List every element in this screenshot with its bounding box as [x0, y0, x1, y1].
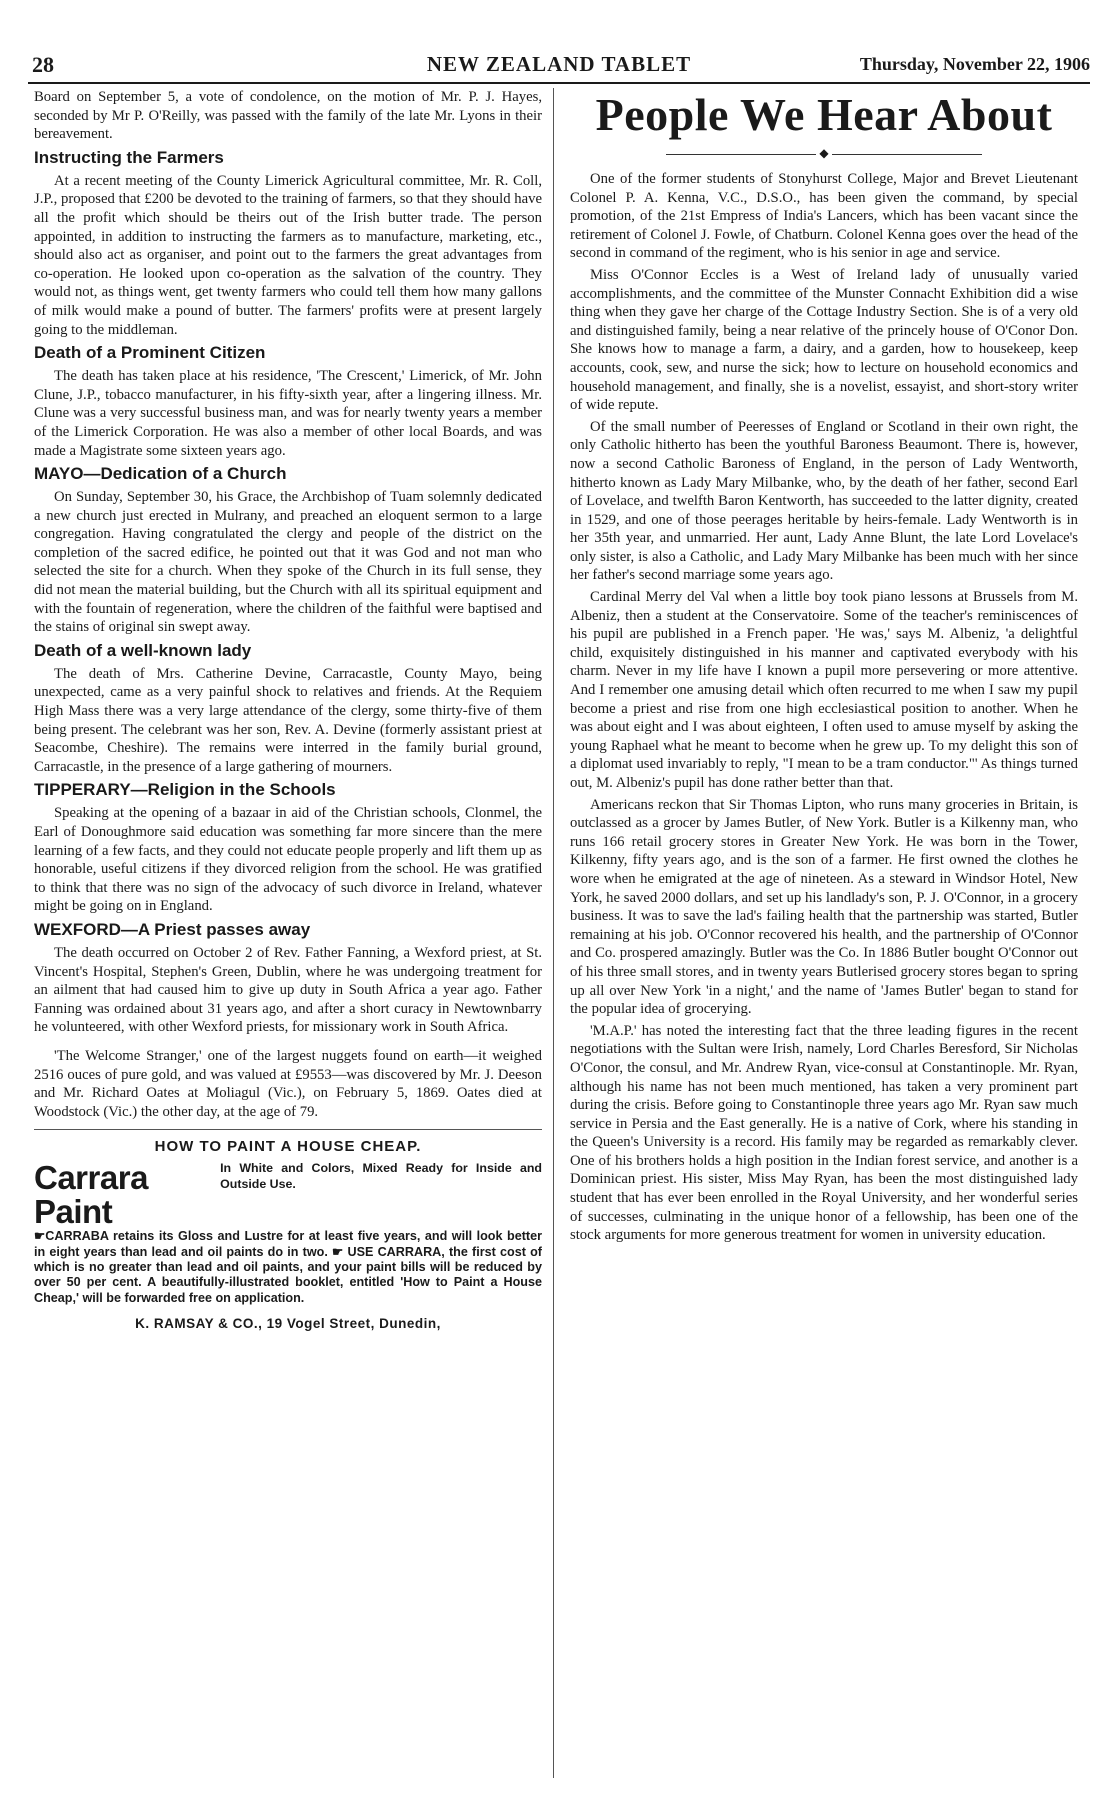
- section-heading: TIPPERARY—Religion in the Schools: [34, 780, 336, 800]
- article-paragraph: 'M.A.P.' has noted the interesting fact that the three leading figures in the recent negotiations with the Sultan were Irish, namely, Lord Charles Beresford, Sir Nicholas O'Conor, the consul, and Mr. Andrew Ryan, vice-consul at Constantinople. Mr. Ryan, although his name has not been much mentioned, has taken a very prominent part during the crisis. Before going to Constantinople three years ago Mr. Ryan saw much service in Persia and the East generally. He is a native of Cork, where his standing in the Queen's University is a record. His family may be regarded as remarkably clever. One of his brothers holds a high position in the Indian forest service, and another is a Dominican priest. His sister, Miss May Ryan, has been the most distinguished lady student that has ever been enrolled in the Royal University, and her wonderful series of successes, culminating in the unique honor of a fellowship, has been one of the stock arguments for more generous treatment for women in university education.: [570, 1022, 1078, 1244]
- page-header: [28, 52, 1090, 80]
- article-paragraph: The death has taken place at his residence, 'The Crescent,' Limerick, of Mr. John Clune, J.P., tobacco manufacturer, in his fifty-sixth year, after a lingering illness. Mr. Clune was a very successful business man, and was for nearly twenty years a member of the Limerick Corporation. He was also a member of other local Boards, and was made a Magistrate some sixteen years ago.: [34, 368, 542, 459]
- header-rule: [28, 82, 1090, 84]
- nugget-paragraph: 'The Welcome Stranger,' one of the largest nuggets found on earth—it weighed 2516 ouces of pure gold, and was valued at £9553—was discovered by Mr. J. Deeson and Mr. Richard Oates at Moliagul (Vic.), on February 5, 1869. Oates died at Woodstock (Vic.) the other day, at the age of 79.: [34, 1047, 542, 1120]
- article-paragraph: Americans reckon that Sir Thomas Lipton, who runs many groceries in Britain, is outclassed as a grocer by James Butler, of New York. Butler is a Kilkenny man, who runs 166 retail grocery stores in Greater New York. He was born in the Tower, Kilkenny, fifty years ago, and is the son of a farmer. He first owned the clothes he wore when he emigrated at the age of nineteen. As a steward in Windsor Hotel, New York, he saved 2000 dollars, and set up his landlady's son, P. J. O'Connor, in a grocery business. It was to save the lad's failing health that the partnership was started, Butler remaining at his job. O'Connor recovered his health, and the partnership of O'Connor and Co. prospered amazingly. Butler was the Co. In 1886 Butler bought O'Connor out of his three small stores, and in twenty years Butlerised grocery stores began to spring up all over New York 'in a night,' and the name of 'James Butler' began to stand for the popular idea of grocerying.: [570, 796, 1078, 1018]
- article-paragraph: The death occurred on October 2 of Rev. Father Fanning, a Wexford priest, at St. Vincent's Hospital, Stephen's Green, Dublin, where he was undergoing treatment for an ailment that had caused him to give up duty in South Africa a year ago. Father Fanning was ordained about 31 years ago, and after a short curacy in Newtownbarry he volunteered, with other Wexford priests, for missionary work in South Africa.: [34, 944, 542, 1036]
- ornament-rule: ◆: [570, 146, 1078, 160]
- article-paragraph: On Sunday, September 30, his Grace, the Archbishop of Tuam solemnly dedicated a new church just erected in Mulrany, and preached an eloquent sermon to a large congregation. Having congratulated the clergy and people of the district on the completion of the sacred edifice, he pointed out that it was God and not man who selected the site for a church. When they spoke of the Church in its full sense, they did not mean the material building, but the Church with all its spiritual equipment and with the fountain of regeneration, where the children of the faithful were baptised and the stains of original sin swept away.: [34, 489, 542, 636]
- ad-subline: In White and Colors, Mixed Ready for Inside and Outside Use.: [220, 1161, 542, 1191]
- article-paragraph: Speaking at the opening of a bazaar in aid of the Christian schools, Clonmel, the Earl of Donoughmore said education was something far more sincere than the mere learning of a few facts, and they could not educate people properly and lift them up as honorable, useful citizens if they divorced religion from the school. He was gratified to think that there was no sign of the advocacy of such divorce in Ireland, whatever might be going on in England.: [34, 805, 542, 915]
- column-title: People We Hear About: [595, 89, 1053, 140]
- page-number: 28: [32, 52, 54, 77]
- article-paragraph: Cardinal Merry del Val when a little boy took piano lessons at Brussels from M. Albeniz, then a student at the Conservatoire. Some of the teacher's reminiscences of his pupil are published in a French paper. 'He was,' says M. Albeniz, 'a delightful child, exquisitely distinguished in his manner and captivated everybody with his charm. Never in my life have I known a pupil more persevering or more attentive. And I remember one amusing detail which often recurred to me when I saw my pupil become a priest and rise from one high ecclesiastical position to another. When he was about eight and I was about eighteen, I often used to amuse myself by asking the young Raphael what he meant to become when he grew up. To my delight this son of a diplomat used invariably to reply, "I mean to be a tram conductor."' As things turned out, M. Albeniz's pupil has done rather better than that.: [570, 589, 1078, 791]
- section-heading: Death of a Prominent Citizen: [34, 343, 266, 363]
- section-heading: Death of a well-known lady: [34, 640, 252, 660]
- section-heading: MAYO—Dedication of a Church: [34, 464, 287, 484]
- article-paragraph: Miss O'Connor Eccles is a West of Ireland lady of unusually varied accomplishments, and the committee of the Munster Connacht Exhibition did a wise thing when they gave her charge of the Cottage Industry Section. She is of a very old and distinguished family, being a near relative of the princely house of O'Conor Don. She knows how to manage a farm, a dairy, and a garden, how to housekeep, keep accounts, cook, sew, and nurse the sick; how to lecture on household economics and household management, and finally, she is a novelist, essayist, and short-story writer of wide repute.: [570, 266, 1078, 414]
- issue-date: Thursday, November 22, 1906: [859, 54, 1090, 74]
- section-heading: Instructing the Farmers: [34, 147, 224, 167]
- masthead: NEW ZEALAND TABLET: [426, 52, 692, 76]
- article-paragraph: The death of Mrs. Catherine Devine, Carracastle, County Mayo, being unexpected, came as a very painful shock to relatives and friends. At the Requiem High Mass there was a very large attendance of the clergy, some thirty-five of them being present. The celebrant was her son, Rev. A. Devine (formerly assistant priest at Seacombe, Cheshire). The remains were interred in the family burial ground, Carracastle, in the presence of a large gathering of mourners.: [34, 665, 542, 775]
- ad-address: K. RAMSAY & CO., 19 Vogel Street, Dunedin,: [135, 1315, 441, 1331]
- ad-body: ☛CARRABA retains its Gloss and Lustre for at least five years, and will look better in eight years than lead and oil paints do in two. ☛ USE CARRARA, the first cost of which is no greater than lead and oil paints, and your paint bills will be reduced by over 50 per cent. A beautifully-illustrated booklet, entitled 'How to Paint a House Cheap,' will be forwarded free on application.: [34, 1229, 542, 1305]
- left-column: [34, 88, 542, 1331]
- ad-brand: Carrara Paint: [34, 1159, 148, 1231]
- right-column: [570, 88, 1078, 1248]
- ad-brand-row: [34, 1161, 542, 1229]
- carrara-paint-advertisement: [34, 1129, 542, 1330]
- section-heading: WEXFORD—A Priest passes away: [34, 919, 311, 939]
- intro-paragraph: Board on September 5, a vote of condolence, on the motion of Mr. P. J. Hayes, seconded by Mr P. O'Reilly, was passed with the family of the late Mr. Lyons in their bereavement.: [34, 89, 542, 143]
- article-paragraph: One of the former students of Stonyhurst College, Major and Brevet Lieutenant Colonel P. A. Kenna, V.C., D.S.O., has been given the command, by special promotion, of the 21st Empress of India's Lancers, which has been vacant since the retirement of Colonel J. Fowle, of Chatburn. Colonel Kenna goes over the head of the second in command of the regiment, who is his senior in age and service.: [570, 171, 1078, 262]
- article-paragraph: Of the small number of Peeresses of England or Scotland in their own right, the only Catholic hitherto has been the youthful Baroness Beaumont. There is, however, now a second Catholic Baroness of England, in the person of Lady Wentworth, hitherto known as Lady Mary Milbanke, who, by the death of her father, second Earl of Lovelace, and twelfth Baron Kentworth, has succeeded to the latter dignity, created in 1529, and one of those peerages heritable by heirs-female. Lady Wentworth is in her 35th year, and unmarried. Her aunt, Lady Anne Blunt, the late Lord Lovelace's only sister, is also a Catholic, and Lady Mary Milbanke has been much with her since her father's second marriage some years ago.: [570, 418, 1078, 584]
- ad-heading: HOW TO PAINT A HOUSE CHEAP.: [154, 1138, 422, 1156]
- article-paragraph: At a recent meeting of the County Limerick Agricultural committee, Mr. R. Coll, J.P., proposed that £200 be devoted to the training of farmers, so that they should have all the profit which should be theirs out of the Irish butter trade. The person appointed, in addition to instructing the farmers as to manufacture, marketing, etc., should also act as organiser, and point out to the farmers the great advantages from co-operation. He looked upon co-operation as the salvation of the country. They would not, as things went, get twenty farmers who could tell them how many gallons of milk would make a pound of butter. The farmers' profits were at present largely going to the middleman.: [34, 172, 542, 338]
- column-divider: [553, 88, 554, 1778]
